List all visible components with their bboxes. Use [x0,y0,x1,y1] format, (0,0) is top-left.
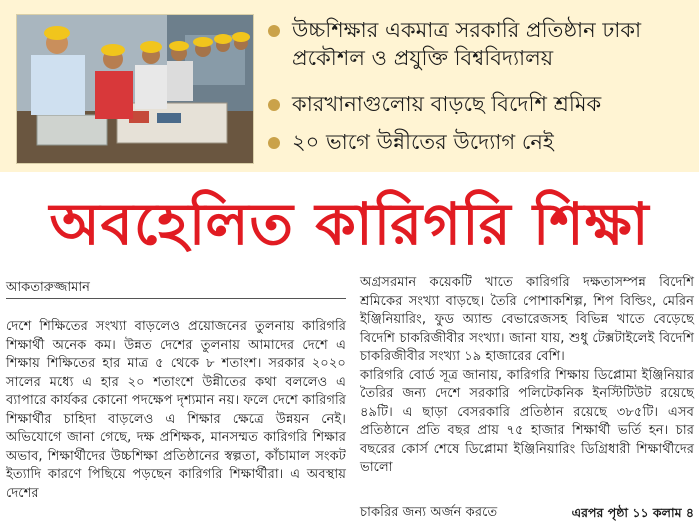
bullet-text: কারখানাগুলোয় বাড়ছে বিদেশি শ্রমিক [292,92,602,116]
summary-bullet [262,128,692,156]
article-paragraph: অগ্রসরমান কয়েকটি খাতে কারিগরি দক্ষতাসম্পন্ন বিদেশি শ্রমিকের সংখ্যা বাড়ছে। তৈরি পোশাকশিল্প, শিপ বিল্ডিং, মেরিন ইঞ্জিনিয়ারিং, ফুড অ্যান্ড বেভারেজসহ বিভিন্ন খাতে বেড়েছে বিদেশি চাকরিজীবীর সংখ্যা। জানা যায়, শুধু টেক্সটাইলেই বিদেশি চাকরিজীবীর সংখ্যা ১৯ হাজারের বেশি। [360,275,694,364]
article-paragraph: দেশে শিক্ষিতের সংখ্যা বাড়লেও প্রয়োজনের তুলনায় কারিগরি শিক্ষার্থী অনেক কম। উন্নত দেশের তুলনায় আমাদের দেশে এ শিক্ষায় শিক্ষিতের হার মাত্র ৫ থেকে ৮ শতাংশ। সরকার ২০২০ সালের মধ্যে এ হার ২০ শতাংশে উন্নীতের কথা বললেও এ ব্যাপারে কার্যকর কোনো পদক্ষেপ দৃশ্যমান নয়। ফলে দেশে কারিগরি শিক্ষার্থীর চাহিদা বাড়লেও এ শিক্ষার ক্ষেত্রে উন্নয়ন নেই। অভিযোগে জানা গেছে, দক্ষ প্রশিক্ষক, মানসম্মত কারিগরি শিক্ষার অভাব, শিক্ষার্থীদের উচ্চশিক্ষা প্রতিষ্ঠানের স্বল্পতা, কাঁচামাল সংকট ইত্যাদি কারণে পিছিয়ে পড়ছেন কারিগরি শিক্ষার্থীরা। এ অবস্থায় দেশের [6,319,346,501]
summary-bullet [262,16,692,72]
article-column-left [6,318,346,503]
bullet-dot-icon [268,137,280,149]
bullet-text: উচ্চশিক্ষার একমাত্র সরকারি প্রতিষ্ঠান ঢাকা প্রকৌশল ও প্রযুক্তি বিশ্ববিদ্যালয় [292,18,642,70]
summary-bullets [262,14,692,164]
bullet-dot-icon [268,25,280,37]
continued-on-page-link[interactable]: এরপর পৃষ্ঠা ১১ কলাম ৪ [571,505,694,520]
summary-bullet [262,90,692,118]
bullet-text: ২০ ভাগে উন্নীতের উদ্যোগ নেই [292,130,554,154]
article-byline: আকতারুজ্জামান [6,280,90,295]
summary-banner [0,0,699,172]
byline-divider [6,298,346,299]
article-last-line: চাকরির জন্য অর্জন করতে [360,505,498,520]
article-paragraph: কারিগরি বোর্ড সূত্র জানায়, কারিগরি শিক্ষায় ডিপ্লোমা ইঞ্জিনিয়ার তৈরির জন্য দেশে সরকারি পলিটেকনিক ইনস্টিটিউট রয়েছে ৪৯টি। এ ছাড়া বেসরকারি প্রতিষ্ঠান রয়েছে ৩৮৫টি। এসব প্রতিষ্ঠানে প্রতি বছর প্রায় ৭৫ হাজার শিক্ষার্থী ভর্তি হন। চার বছরের কোর্স শেষে ডিপ্লোমা ইঞ্জিনিয়ারিং ডিগ্রিধারী শিক্ষার্থীদের ভালো [360,367,694,475]
photo-illustration [17,15,253,163]
students-in-workshop-photo [16,14,254,164]
article-column-right [360,274,694,478]
bullet-dot-icon [268,99,280,111]
article-headline: অবহেলিত কারিগরি শিক্ষা [49,190,650,258]
